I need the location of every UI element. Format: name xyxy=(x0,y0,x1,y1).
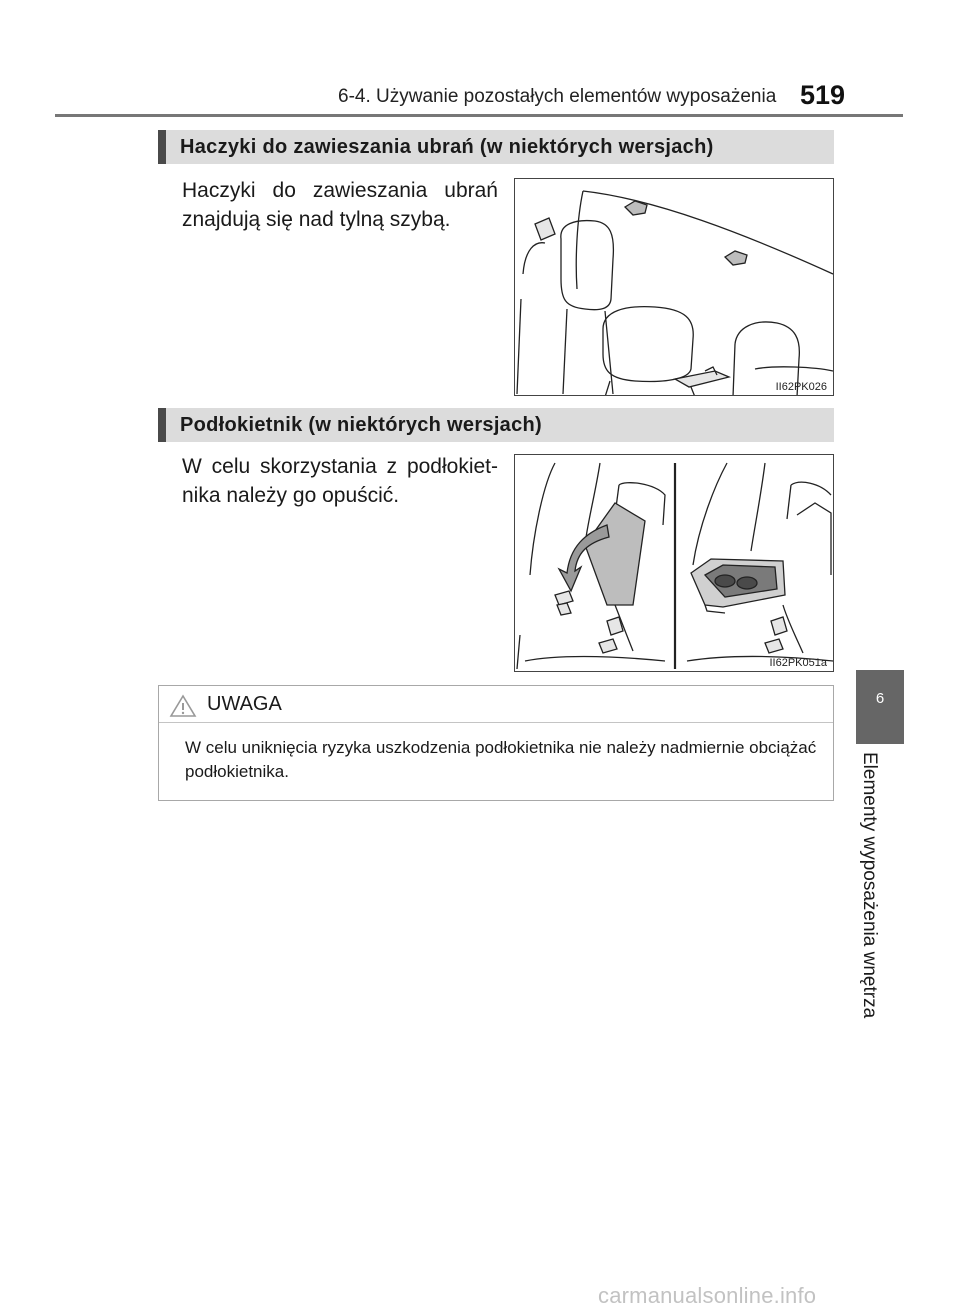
page-number: 519 xyxy=(800,80,846,110)
caution-title: UWAGA xyxy=(207,693,282,715)
clothes-hooks-illustration xyxy=(514,178,834,396)
caution-box xyxy=(158,685,834,801)
running-header-title: 6-4. Używanie pozostałych elementów wyposażenia xyxy=(338,86,777,107)
section-heading-clothes-hooks: Haczyki do zawieszania ubrań (w niektórych wersjach) xyxy=(158,130,834,164)
figure-code: II62PK026 xyxy=(775,381,827,393)
figure-code: II62PK051a xyxy=(769,657,827,669)
armrest-description: W celu skorzystania z podłokiet-nika należy go opuścić. xyxy=(182,455,498,507)
clothes-hooks-description: Haczyki do zawieszania ubrań znajdują się nad tylną szybą. xyxy=(182,179,498,231)
watermark-text: carmanualsonline.info xyxy=(598,1283,817,1308)
section-heading-armrest: Podłokietnik (w niektórych wersjach) xyxy=(158,408,834,442)
armrest-illustration xyxy=(514,454,834,672)
chapter-title: Elementy wyposażenia wnętrza xyxy=(859,752,880,1019)
caution-header xyxy=(159,686,833,723)
chapter-tab xyxy=(856,670,904,744)
header-divider xyxy=(55,114,903,117)
chapter-number: 6 xyxy=(875,690,885,707)
warning-triangle-icon xyxy=(169,694,197,718)
caution-text: W celu uniknięcia ryzyka uszkodzenia podłokietnika nie należy nadmiernie obciążać podłokietnika. xyxy=(185,738,817,781)
